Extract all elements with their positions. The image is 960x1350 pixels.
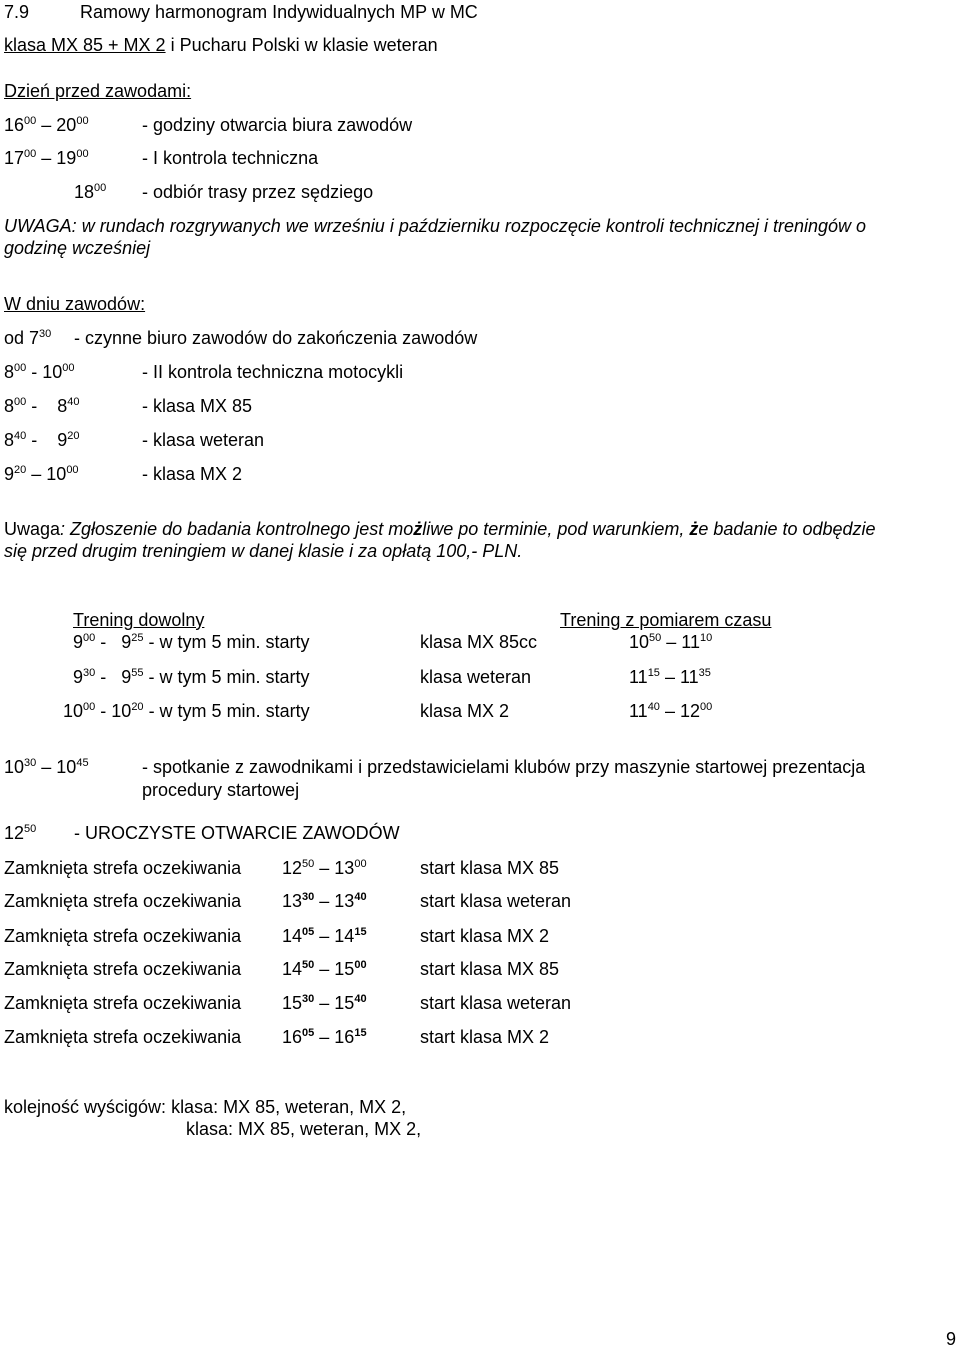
- race-day-label: W dniu zawodów:: [4, 294, 146, 314]
- section-heading: [4, 1, 29, 23]
- day-before-desc-1: - godziny otwarcia biura zawodów: [142, 115, 413, 135]
- race-day-time-1: $8^{00} - 10^{00}$: [4, 362, 75, 382]
- race-day-desc-3: - klasa weteran: [142, 430, 265, 450]
- timed-training-header: Trening z pomiarem czasu: [560, 610, 772, 630]
- section-number: 7.9: [4, 2, 30, 22]
- subtitle-underlined: klasa MX 85 + MX 2: [4, 35, 166, 55]
- race-day-desc-4: - klasa MX 2: [142, 464, 243, 484]
- meeting-desc-line2: procedury startowej: [142, 780, 300, 800]
- race-day-desc-0: - czynne biuro zawodów do zakończenia zawodów: [74, 328, 478, 348]
- free-training-row-3: $10^{00} - 10^{20}$ - w tym 5 min. starty: [63, 701, 310, 721]
- day-before-desc-2: - I kontrola techniczna: [142, 148, 319, 168]
- race-day-desc-2: - klasa MX 85: [142, 396, 253, 416]
- training-class-1: klasa MX 85cc: [420, 632, 538, 652]
- page-number: 9: [946, 1329, 957, 1349]
- zone-time-3: $14^{05} - 14^{15}$: [282, 926, 367, 946]
- zone-start-5: start klasa weteran: [420, 993, 572, 1013]
- zone-start-4: start klasa MX 85: [420, 959, 560, 979]
- training-class-2: klasa weteran: [420, 667, 532, 687]
- zone-label-6: Zamknięta strefa oczekiwania: [4, 1027, 242, 1047]
- zone-time-1: $12^{50} - 13^{00}$: [282, 858, 367, 878]
- free-training-row-2: $9^{30} - 9^{55}$ - w tym 5 min. starty: [73, 667, 310, 687]
- race-order-line1: kolejność wyścigów: klasa: MX 85, weteran, MX 2,: [4, 1097, 407, 1117]
- section-subtitle: [4, 34, 438, 56]
- race-day-time-0: od $7^{30}$: [4, 328, 52, 348]
- zone-time-4: $14^{50} - 15^{00}$: [282, 959, 367, 979]
- day-before-note: UWAGA: w rundach rozgrywanych we wrześniu i październiku rozpoczęcie kontroli technicznej i treningów o: [4, 216, 867, 236]
- race-day-time-3: $8^{40}$ - $9^{20}$: [4, 430, 80, 450]
- timed-training-row-3: $11^{40} - 12^{00}$: [629, 701, 713, 721]
- timed-training-row-1: $10^{50} - 11^{10}$: [629, 632, 713, 652]
- late-inspection-note: Uwaga: Zgłoszenie do badania kontrolnego jest możliwe po terminie, pod warunkiem, że badanie to odbędzie: [4, 519, 876, 539]
- zone-time-2: $13^{30} - 13^{40}$: [282, 891, 367, 911]
- zone-start-3: start klasa MX 2: [420, 926, 550, 946]
- race-day-time-2: $8^{00}$ - $8^{40}$: [4, 396, 80, 416]
- zone-start-1: start klasa MX 85: [420, 858, 560, 878]
- meeting-desc: - spotkanie z zawodnikami i przedstawicielami klubów przy maszynie startowej prezentacja: [142, 757, 866, 777]
- timed-training-row-2: $11^{15} - 11^{35}$: [629, 667, 711, 687]
- subtitle-rest: i Pucharu Polski w klasie weteran: [165, 35, 438, 55]
- training-class-3: klasa MX 2: [420, 701, 510, 721]
- note-prefix: UWAGA:: [4, 216, 77, 236]
- free-training-header: Trening dowolny: [73, 610, 205, 630]
- section-title: Ramowy harmonogram Indywidualnych MP w MC: [80, 2, 478, 22]
- zone-time-6: $16^{05} - 16^{15}$: [282, 1027, 367, 1047]
- day-before-label: Dzień przed zawodami:: [4, 81, 192, 101]
- free-training-row-1: $9^{00} - 9^{25}$ - w tym 5 min. starty: [73, 632, 310, 652]
- zone-start-2: start klasa weteran: [420, 891, 572, 911]
- day-before-time-3: $18^{00}$: [74, 182, 107, 202]
- opening-desc: - UROCZYSTE OTWARCIE ZAWODÓW: [74, 823, 400, 843]
- day-before-time-2: $17^{00} - 19^{00}$: [4, 148, 89, 168]
- zone-label-2: Zamknięta strefa oczekiwania: [4, 891, 242, 911]
- day-before-time-1: $16^{00} - 20^{00}$: [4, 115, 89, 135]
- zone-label-5: Zamknięta strefa oczekiwania: [4, 993, 242, 1013]
- race-day-time-4: $9^{20} - 10^{00}$: [4, 464, 79, 484]
- race-day-desc-1: - II kontrola techniczna motocykli: [142, 362, 404, 382]
- meeting-time: $10^{30} - 10^{45}$: [4, 757, 89, 777]
- race-order-line2: klasa: MX 85, weteran, MX 2,: [186, 1119, 422, 1139]
- zone-time-5: $15^{30} - 15^{40}$: [282, 993, 367, 1013]
- day-before-note-line2: godzinę wcześniej: [4, 238, 151, 258]
- zone-label-1: Zamknięta strefa oczekiwania: [4, 858, 242, 878]
- note-prefix: Uwaga: [4, 519, 61, 539]
- late-inspection-note-line2: się przed drugim treningiem w danej klasie i za opłatą 100,- PLN.: [4, 541, 523, 561]
- day-before-desc-3: - odbiór trasy przez sędziego: [142, 182, 374, 202]
- opening-time: $12^{50}$: [4, 823, 37, 843]
- zone-label-3: Zamknięta strefa oczekiwania: [4, 926, 242, 946]
- zone-label-4: Zamknięta strefa oczekiwania: [4, 959, 242, 979]
- zone-start-6: start klasa MX 2: [420, 1027, 550, 1047]
